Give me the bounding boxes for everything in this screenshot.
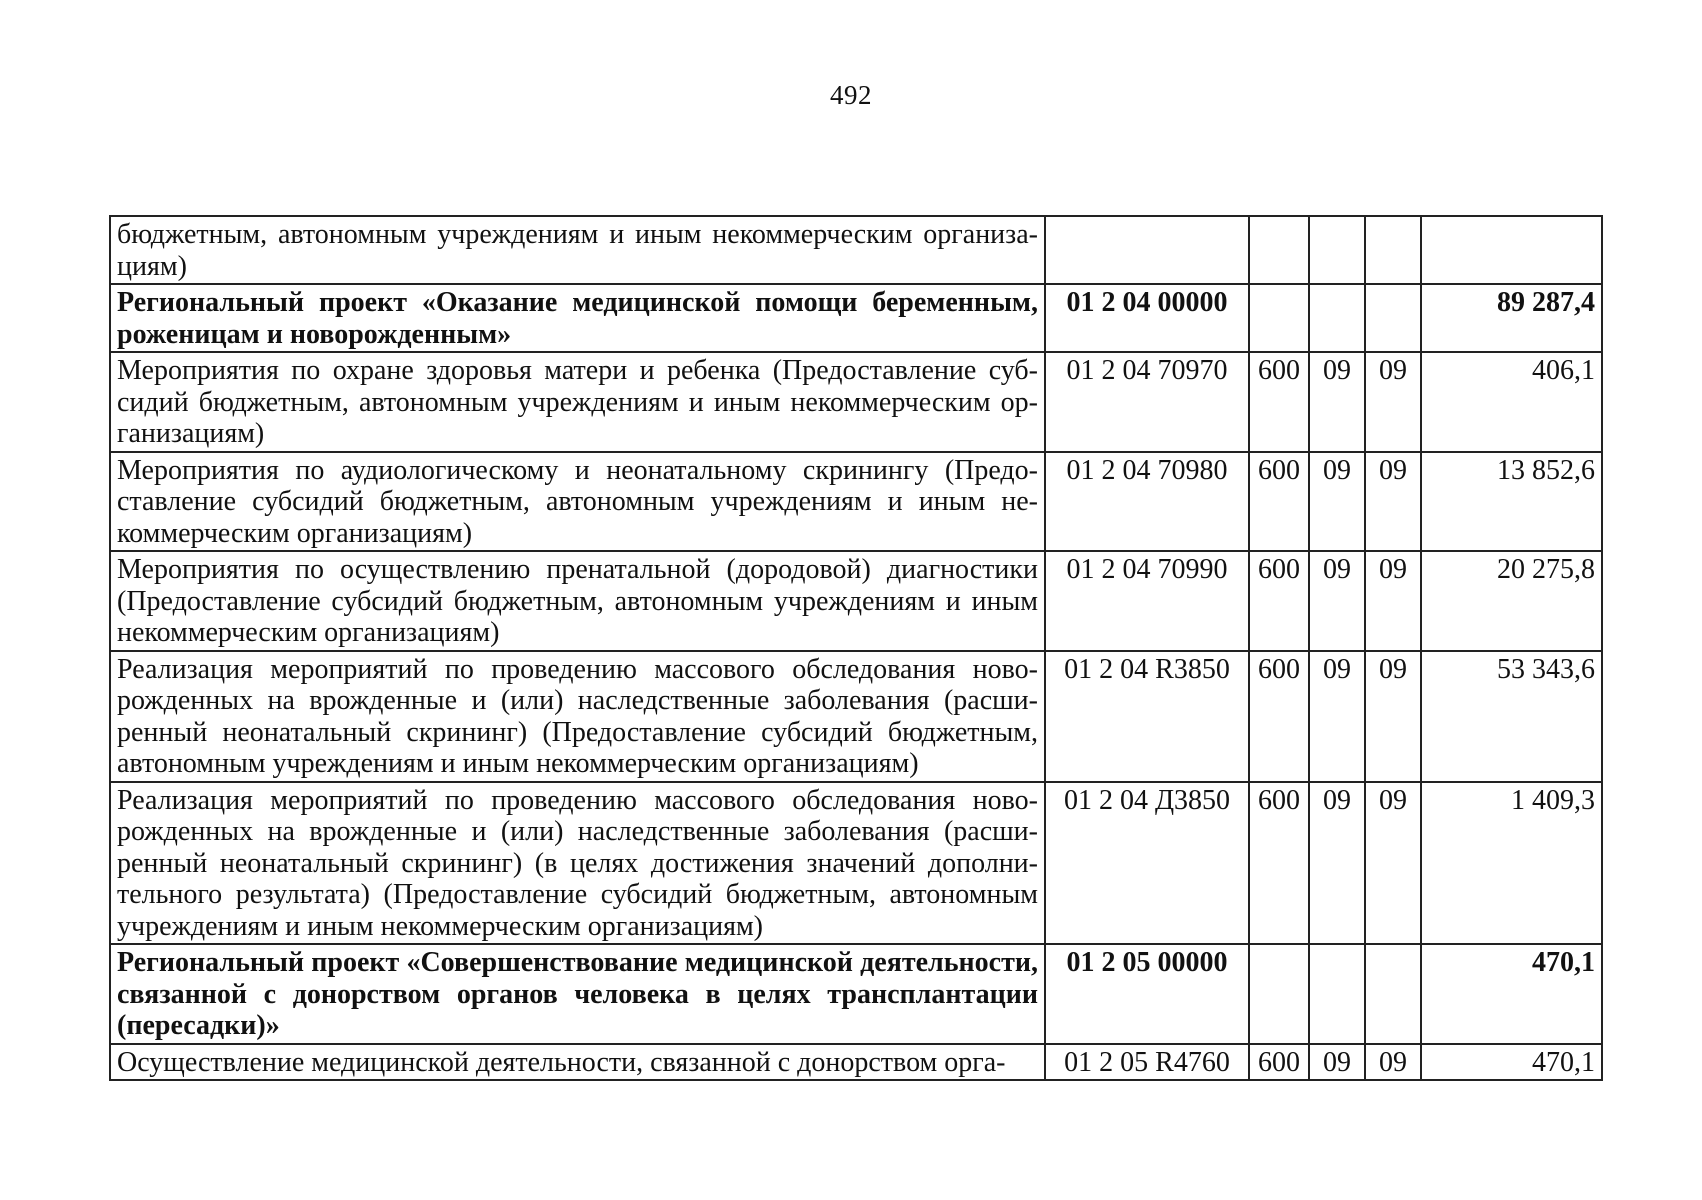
row-section: 09 [1309, 1044, 1365, 1081]
table-row [110, 1044, 1602, 1081]
table-row [110, 651, 1602, 782]
page-number: 492 [830, 80, 872, 110]
row-target-code: 01 2 04 70990 [1045, 551, 1249, 651]
row-amount: 470,1 [1421, 1044, 1602, 1081]
row-target-code: 01 2 04 00000 [1045, 284, 1249, 352]
budget-table-body [110, 216, 1602, 1080]
row-amount: 20 275,8 [1421, 551, 1602, 651]
row-description: Региональный проект «Оказание медицинской помощи беременным, роженицам и новорожденным» [110, 284, 1045, 352]
row-section: 09 [1309, 551, 1365, 651]
table-row [110, 551, 1602, 651]
row-section [1309, 284, 1365, 352]
table-row [110, 452, 1602, 552]
row-expense-type [1249, 944, 1309, 1044]
row-amount [1421, 216, 1602, 284]
row-amount: 1 409,3 [1421, 782, 1602, 945]
row-description: Реализация мероприятий по проведению массового обследования новорожденных на врожденные и (или) наследственные заболевания (расширенный неонатальный скрининг) (в целях достижения значений дополнительного результата) (Предоставление субсидий бюджетным, автономным учреждениям и иным некоммерческим организациям) [110, 782, 1045, 945]
row-target-code: 01 2 05 00000 [1045, 944, 1249, 1044]
row-subsection: 09 [1365, 452, 1421, 552]
row-amount: 53 343,6 [1421, 651, 1602, 782]
row-subsection: 09 [1365, 551, 1421, 651]
row-description: Региональный проект «Совершенствование медицинской деятельности, связанной с донорством органов человека в целях трансплантации (пересадки)» [110, 944, 1045, 1044]
row-expense-type: 600 [1249, 782, 1309, 945]
row-section [1309, 216, 1365, 284]
row-amount: 13 852,6 [1421, 452, 1602, 552]
row-expense-type: 600 [1249, 1044, 1309, 1081]
row-description: бюджетным, автономным учреждениям и иным некоммерческим организациям) [110, 216, 1045, 284]
row-section: 09 [1309, 782, 1365, 945]
row-description: Осуществление медицинской деятельности, связанной с донорством орга- [110, 1044, 1045, 1081]
row-section: 09 [1309, 352, 1365, 452]
row-expense-type: 600 [1249, 452, 1309, 552]
row-expense-type: 600 [1249, 551, 1309, 651]
row-amount: 470,1 [1421, 944, 1602, 1044]
row-subsection [1365, 944, 1421, 1044]
budget-table [109, 215, 1603, 1081]
row-description: Мероприятия по осуществлению пренатальной (дородовой) диагностики (Предоставление субсидий бюджетным, автономным учреждениям и иным некоммерческим организациям) [110, 551, 1045, 651]
row-target-code [1045, 216, 1249, 284]
row-target-code: 01 2 04 70970 [1045, 352, 1249, 452]
row-amount: 89 287,4 [1421, 284, 1602, 352]
row-amount: 406,1 [1421, 352, 1602, 452]
row-section: 09 [1309, 452, 1365, 552]
row-section: 09 [1309, 651, 1365, 782]
row-expense-type [1249, 284, 1309, 352]
row-subsection [1365, 284, 1421, 352]
row-subsection: 09 [1365, 782, 1421, 945]
row-target-code: 01 2 04 Д3850 [1045, 782, 1249, 945]
row-subsection [1365, 216, 1421, 284]
row-target-code: 01 2 04 70980 [1045, 452, 1249, 552]
row-target-code: 01 2 04 R3850 [1045, 651, 1249, 782]
table-row [110, 352, 1602, 452]
table-row [110, 284, 1602, 352]
table-row [110, 216, 1602, 284]
row-description: Реализация мероприятий по проведению массового обследования новорожденных на врожденные и (или) наследственные заболевания (расширенный неонатальный скрининг) (Предоставление субсидий бюджетным, автономным учреждениям и иным некоммерческим организациям) [110, 651, 1045, 782]
table-row [110, 944, 1602, 1044]
row-subsection: 09 [1365, 1044, 1421, 1081]
row-description: Мероприятия по аудиологическому и неонатальному скринингу (Предоставление субсидий бюджетным, автономным учреждениям и иным некоммерческим организациям) [110, 452, 1045, 552]
row-target-code: 01 2 05 R4760 [1045, 1044, 1249, 1081]
row-expense-type: 600 [1249, 352, 1309, 452]
row-description: Мероприятия по охране здоровья матери и ребенка (Предоставление субсидий бюджетным, автономным учреждениям и иным некоммерческим организациям) [110, 352, 1045, 452]
row-subsection: 09 [1365, 651, 1421, 782]
row-expense-type [1249, 216, 1309, 284]
row-subsection: 09 [1365, 352, 1421, 452]
row-section [1309, 944, 1365, 1044]
table-row [110, 782, 1602, 945]
row-expense-type: 600 [1249, 651, 1309, 782]
